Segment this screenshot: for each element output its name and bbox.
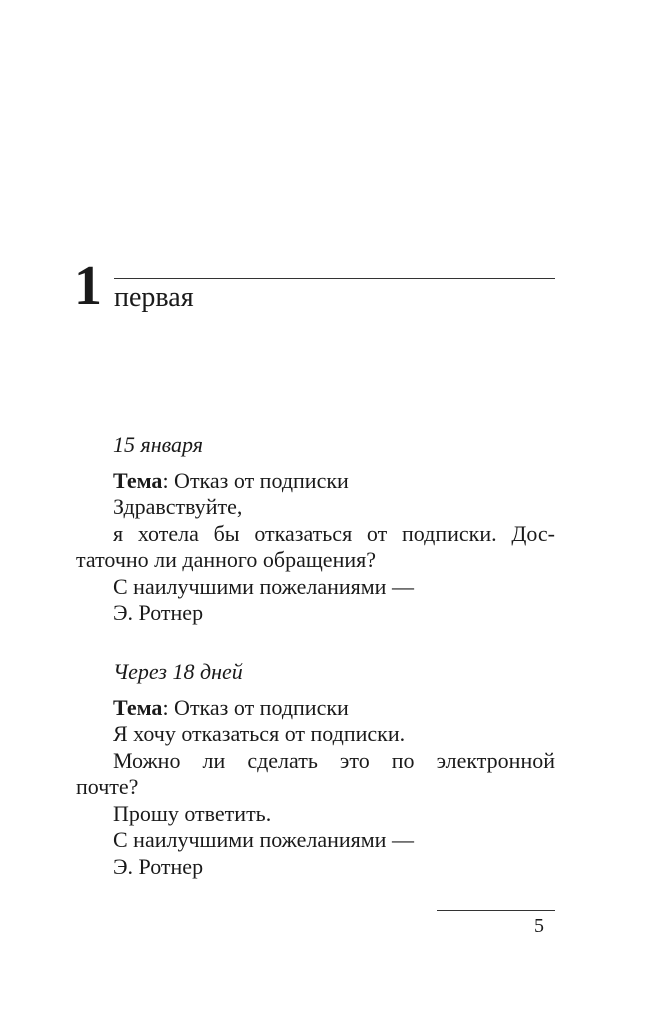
- letter-2-line: С наилучшими пожеланиями —: [113, 827, 414, 852]
- letter-1-date: 15 января: [113, 432, 203, 457]
- letter-2: [76, 659, 555, 880]
- letter-2-subject-text: : Отказ от подписки: [162, 694, 349, 720]
- letter-1-subject-label: Тема: [113, 467, 163, 493]
- letter-1-line: я хотела бы отказаться от подписки. Дос-: [113, 520, 555, 546]
- letter-2-date: Через 18 дней: [113, 659, 243, 684]
- letter-1-line: Здравствуйте,: [113, 494, 243, 519]
- chapter-number: 1: [74, 255, 101, 317]
- letter-2-line: Э. Ротнер: [113, 853, 204, 879]
- letter-2-line: Прошу ответить.: [113, 800, 272, 826]
- letter-2-subject: [76, 695, 555, 722]
- letter-1-subject: [76, 468, 555, 495]
- letter-2-line: Я хочу отказаться от подписки.: [113, 721, 406, 746]
- letter-1-line: С наилучшими пожеланиями —: [113, 573, 414, 599]
- letter-1: [76, 432, 555, 627]
- letter-2-line: Можно ли сделать это по электронной: [113, 747, 555, 773]
- footer-rule: [437, 910, 555, 911]
- letter-2-line: почте?: [76, 774, 139, 799]
- letter-1-subject-text: : Отказ от подписки: [162, 467, 349, 493]
- letter-1-line: таточно ли данного обращения?: [76, 547, 376, 572]
- letter-2-subject-label: Тема: [113, 694, 163, 720]
- chapter-rule: [114, 278, 555, 279]
- chapter-title: первая: [114, 282, 194, 313]
- page-number: 5: [534, 915, 544, 937]
- letter-1-line: Э. Ротнер: [113, 600, 204, 625]
